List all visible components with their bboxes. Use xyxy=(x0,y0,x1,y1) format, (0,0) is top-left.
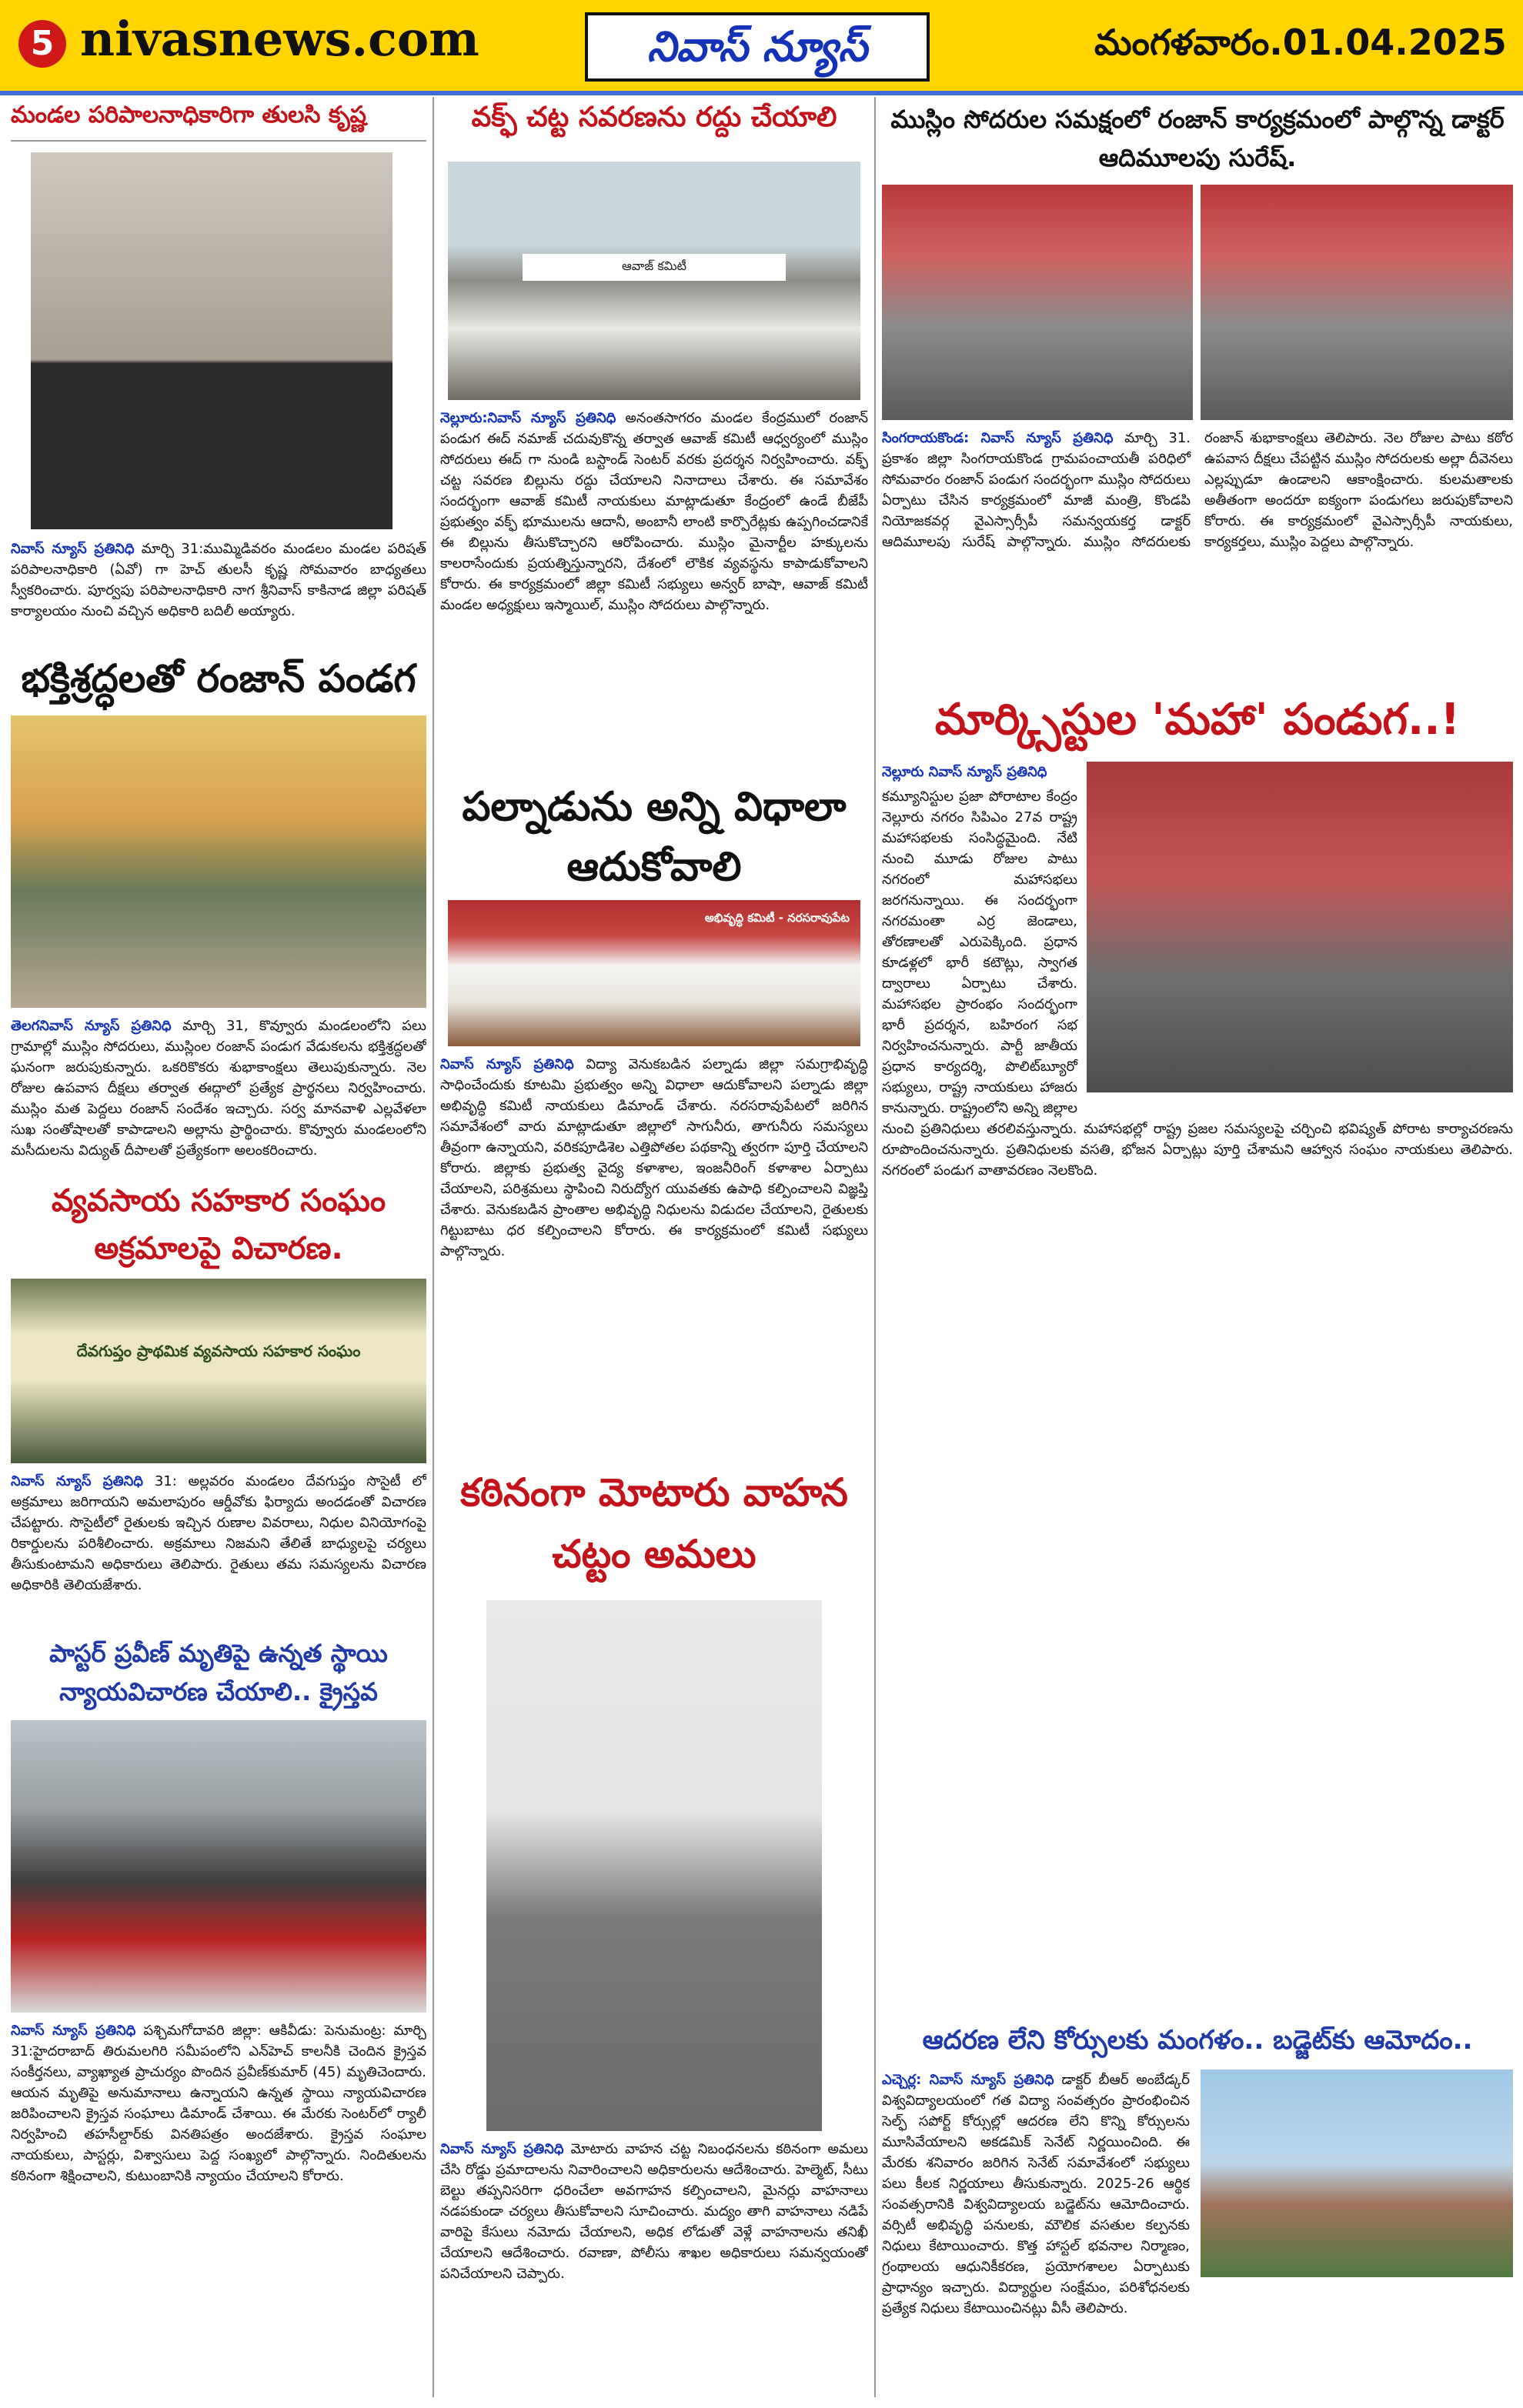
article-body: మార్చి 31, కొవ్వూరు మండలంలోని పలు గ్రామాల్లో ముస్లిం సోదరులు, ముస్లింల రంజాన్ పండుగ వేడుకలను భక్తిశ్రద్ధలతో ఘనంగా జరుపుకున్నారు. ఒకరికొకరు శుభాకాంక్షలు తెలుపుకున్నారు. నెల రోజుల ఉపవాస దీక్షలు తర్వాత ఈద్గాలో ప్రత్యేక ప్రార్థనలు నిర్వహించారు. ముస్లిం మత పెద్దలు రంజాన్ సందేశం ఇచ్చారు. సర్వ మానవాళి ఎల్లవేళలా సుఖ సంతోషాలతో కాపాడాలని అల్లాను ప్రార్థించారు. కొవ్వూరు మండలంలోని మసీదులను విద్యుత్ దీపాలతో ప్రత్యేకంగా అలంకరించారు. xyxy=(11,1018,426,1159)
headline-marxist: మార్క్సిస్టుల 'మహా' పండుగ..! xyxy=(934,695,1461,745)
photo-tulasi-krishna xyxy=(31,152,392,529)
photo-palnadu-meeting xyxy=(448,900,860,1046)
article-bhakti xyxy=(11,1016,426,1166)
banner-text: అభివృద్ధి కమిటీ - నరసరావుపేట xyxy=(704,911,850,925)
issue-date: మంగళవారం.01.04.2025 xyxy=(1094,22,1507,63)
article-body: అనంతసాగరం మండల కేంద్రములో రంజాన్ పండుగ ఈద్ నమాజ్ చదువుకొన్న తర్వాత ఆవాజ్ కమిటీ ఆధ్వర్యంలో ముస్లిం సోదరులు ఈద్ గా నుండి బస్టాండ్ సెంటర్ వరకు ప్రదర్శన నిర్వహించారు. వక్ఫ్ చట్ట సవరణ బిల్లును రద్దు చేయాలని నినాదాలు చేశారు. ఈ సమావేశం సందర్భంగా ఆవాజ్ కమిటీ నాయకులు మాట్లాడుతూ కేంద్రంలో ఉండే బీజేపీ ప్రభుత్వం వక్ఫ్ భూములను ఆదానీ, అంబానీ లాంటి కార్పొరేట్లకు ఉప్పగించడానికే ఈ బిల్లును తీసుకొచ్చారని ఆరోపించారు. ముస్లిం మైనార్టీల హక్కులను కాలరాసేందుకు ప్రయత్నిస్తున్నారని, దేశంలో లౌకిక వ్యవస్థను కాపాడుకోవాలని కోరారు. ఈ కార్యక్రమంలో జిల్లా కమిటీ సభ్యులు అన్వర్ బాషా, ఆవాజ్ కమిటీ మండల అధ్యక్షులు ఇస్మాయిల్, ముస్లిం సోదరులు పాల్గొన్నారు. xyxy=(440,410,868,613)
headline-palnadu: పల్నాడును అన్ని విధాలా ఆదుకోవాలి xyxy=(462,784,847,890)
dateline: తెలగనివాస్ న్యూస్ ప్రతినిధి xyxy=(11,1018,172,1034)
photo-university-gate xyxy=(1201,2069,1513,2277)
headline-waqf: వక్ఫ్ చట్ట సవరణను రద్దు చేయాలి xyxy=(471,102,837,133)
article-tulasi xyxy=(11,539,426,646)
dateline: నివాస్ న్యూస్ ప్రతినిధి xyxy=(11,2023,136,2039)
photo-official-woman xyxy=(486,1600,822,2131)
site-name[interactable]: nivasnews.com xyxy=(80,11,479,67)
photo-society-board xyxy=(11,1279,426,1463)
banner-text: ఆవాజ్ కమిటీ xyxy=(523,254,786,281)
dateline: నివాస్ న్యూస్ ప్రతినిధి xyxy=(11,1473,144,1489)
dateline: నెల్లూరు:నివాస్ న్యూస్ ప్రతినిధి xyxy=(440,410,616,426)
article-body: కమ్యూనిస్టుల ప్రజా పోరాటాల కేంద్రం నెల్లూరు నగరం సిపిఎం 27వ రాష్ట్ర మహాసభలకు సంసిద్ధమైంది. నేటి నుంచి మూడు రోజుల పాటు నగరంలో మహాసభలు జరగనున్నాయి. ఈ సందర్భంగా నగరమంతా ఎర్ర జెండాలు, తోరణాలతో ఎరుపెక్కింది. ప్రధాన కూడళ్లలో భారీ కటౌట్లు, స్వాగత ద్వారాలు ఏర్పాటు చేశారు. మహాసభల ప్రారంభం సందర్భంగా భారీ ప్రదర్శన, బహిరంగ సభ నిర్వహించనున్నారు. పార్టీ జాతీయ ప్రధాన కార్యదర్శి, పొలిట్‌బ్యూరో సభ్యులు, రాష్ట్ర నాయకులు హాజరు కానున్నారు. రాష్ట్రంలోని అన్ని జిల్లాల నుంచి ప్రతినిధులు తరలివస్తున్నారు. మహాసభల్లో రాష్ట్ర ప్రజల సమస్యలపై చర్చించి భవిష్యత్ పోరాట కార్యాచరణను రూపొందించనున్నారు. ప్రతినిధులకు వసతి, భోజన ఏర్పాట్లు పూర్తి చేశామని ఆహ్వాన సంఘం నాయకులు తెలిపారు. నగరంలో పండుగ వాతావరణం నెలకొంది. xyxy=(882,789,1513,1179)
headline-vyavasaya: వ్యవసాయ సహకార సంఘం అక్రమాలపై విచారణ. xyxy=(51,1183,386,1266)
column-divider xyxy=(874,97,876,2397)
photo-suresh-group xyxy=(882,185,1193,420)
dateline: ఎచ్చెర్ల: నివాస్ న్యూస్ ప్రతినిధి xyxy=(882,2072,1054,2088)
rule xyxy=(11,140,426,142)
dateline: సింగరాయకొండ: నివాస్ న్యూస్ ప్రతినిధి xyxy=(882,430,1114,446)
article-ramzan-suresh xyxy=(882,428,1513,682)
article-budget xyxy=(882,2069,1190,2397)
article-body: మార్చి 31:ముమ్మిడివరం మండలం మండల పరిషత్ పరిపాలనాధికారి (ఏవో) గా హెచ్ తులసీ కృష్ణ సోమవారం బాధ్యతలు స్వీకరించారు. పూర్వపు పరిపాలనాధికారి నాగ శ్రీనివాస్ కాకినాడ జిల్లా పరిషత్ కార్యాలయం నుంచి వచ్చిన అధికారి బదిలీ అయ్యారు. xyxy=(11,541,426,619)
article-body: మార్చి 31. ప్రకాశం జిల్లా సింగరాయకొండ గ్రామపంచాయతీ పరిధిలో సోమవారం రంజాన్ పండుగ సందర్భంగా ముస్లిం సోదరులు ఏర్పాటు చేసిన కార్యక్రమంలో మాజీ మంత్రి, కొండపి నియోజకవర్గ వైఎస్సార్సీపీ సమన్వయకర్త డాక్టర్ ఆదిమూలపు సురేష్ పాల్గొన్నారు. ముస్లిం సోదరులకు రంజాన్ శుభాకాంక్షలు తెలిపారు. నెల రోజుల పాటు కఠోర ఉపవాస దీక్షలు చేపట్టిన ముస్లిం సోదరులకు అల్లా దీవెనలు ఎల్లప్పుడూ ఉండాలని ఆకాంక్షించారు. కులమతాలకు అతీతంగా అందరూ ఐక్యంగా పండుగలు జరుపుకోవాలని కోరారు. ఈ కార్యక్రమంలో వైఎస్సార్సీపీ నాయకులు, కార్యకర్తలు, ముస్లిం పెద్దలు పాల్గొన్నారు. xyxy=(882,430,1513,550)
photo-suresh-procession xyxy=(1201,185,1513,420)
headline-budget: ఆదరణ లేని కోర్సులకు మంగళం.. బడ్జెట్‌కు ఆమోదం.. xyxy=(922,2025,1473,2056)
headline-ramzan-suresh: ముస్లిం సోదరుల సమక్షంలో రంజాన్ కార్యక్రమంలో పాల్గొన్న డాక్టర్ ఆదిమూలపు సురేష్. xyxy=(890,105,1505,172)
photo-waqf-rally xyxy=(448,162,860,400)
article-palnadu xyxy=(440,1054,868,1454)
dateline: నివాస్ న్యూస్ ప్రతినిధి xyxy=(440,1056,574,1072)
dateline: నివాస్ న్యూస్ ప్రతినిధి xyxy=(11,541,135,557)
masthead: నివాస్ న్యూస్ xyxy=(585,12,930,82)
dateline: నెల్లూరు నివాస్ న్యూస్ ప్రతినిధి xyxy=(882,764,1047,780)
article-pastor xyxy=(11,2020,426,2397)
headline-bhakti: భక్తిశ్రద్ధలతో రంజాన్ పండగ xyxy=(21,656,416,701)
article-body: పశ్చిమగోదావరి జిల్లా: ఆకివీడు: పెనుమంట్ర: మార్చి 31:హైదరాబాద్ తిరుమలగిరి సమీపంలోని ఎన్‌హెచ్ కాలనీకి చెందిన క్రైస్తవ సంకీర్తనలు, వ్యాఖ్యాత ప్రాచుర్యం పొందిన ప్రవీణ్‌కుమార్ (45) మృతిచెందారు. ఆయన మృతిపై అనుమానాలు ఉన్నాయని ఉన్నత స్థాయి న్యాయవిచారణ జరిపించాలని క్రైస్తవ సంఘాలు డిమాండ్ చేశాయి. ఈ మేరకు సెంటర్‌లో ర్యాలీ నిర్వహించి తహసీల్దార్‌కు వినతిపత్రం అందజేశారు. క్రైస్తవ సంఘాల నాయకులు, పాస్టర్లు, విశ్వాసులు పెద్ద సంఖ్యలో పాల్గొన్నారు. నిందితులను కఠినంగా శిక్షించాలని, కుటుంబానికి న్యాయం చేయాలని కోరారు. xyxy=(11,2023,426,2184)
column-divider xyxy=(433,97,434,2397)
article-body: డాక్టర్ బీఆర్ అంబేడ్కర్ విశ్వవిద్యాలయంలో గత విద్యా సంవత్సరం ప్రారంభించిన సెల్ఫ్ సపోర్ట్ కోర్సుల్లో ఆదరణ లేని కొన్ని కోర్సులను మూసివేయాలని అకడమిక్ సెనేట్ నిర్ణయించింది. ఈ మేరకు శనివారం జరిగిన సెనేట్ సమావేశంలో సభ్యులు పలు కీలక నిర్ణయాలు తీసుకున్నారు. 2025-26 ఆర్థిక సంవత్సరానికి విశ్వవిద్యాలయ బడ్జెట్‌ను ఆమోదించారు. వర్సిటీ అభివృద్ధి పనులకు, మౌలిక వసతుల కల్పనకు నిధులు కేటాయించారు. కొత్త హాస్టల్ భవనాల నిర్మాణం, గ్రంథాలయ ఆధునికీకరణ, ప్రయోగశాలల ఏర్పాటుకు ప్రాధాన్యం ఇచ్చారు. విద్యార్థుల సంక్షేమం, పరిశోధనలకు ప్రత్యేక నిధులు కేటాయించినట్లు వీసీ తెలిపారు. xyxy=(882,2072,1190,2316)
article-marxist xyxy=(882,786,1513,2009)
article-body: విద్యా వెనుకబడిన పల్నాడు జిల్లా సమగ్రాభివృద్ధి సాధించేందుకు కూటమి ప్రభుత్వం అన్ని విధాలా ఆదుకోవాలని పల్నాడు జిల్లా అభివృద్ధి కమిటీ నాయకులు డిమాండ్ చేశారు. నరసరావుపేటలో జరిగిన సమావేశంలో వారు మాట్లాడుతూ జిల్లాలో సాగునీరు, తాగునీరు సమస్యలు తీవ్రంగా ఉన్నాయని, వరికపూడిశెల ఎత్తిపోతల పథకాన్ని త్వరగా పూర్తి చేయాలని కోరారు. జిల్లాకు ప్రభుత్వ వైద్య కళాశాల, ఇంజనీరింగ్ కళాశాల ఏర్పాటు చేయాలని, పరిశ్రమలు స్థాపించి నిరుద్యోగ యువతకు ఉపాధి కల్పించాలని విజ్ఞప్తి చేశారు. వెనుకబడిన ప్రాంతాల అభివృద్ధి నిధులను విడుదల చేయాలని, రైతులకు గిట్టుబాటు ధర కల్పించాలని కోరారు. ఈ కార్యక్రమంలో కమిటీ సభ్యులు పాల్గొన్నారు. xyxy=(440,1056,868,1259)
headline-pastor: పాస్టర్ ప్రవీణ్ మృతిపై ఉన్నత స్థాయి న్యాయవిచారణ చేయాలి.. క్రైస్తవ xyxy=(49,1639,388,1706)
article-vyavasaya xyxy=(11,1471,426,1625)
article-motor xyxy=(440,2139,868,2397)
photo-ramzan-prayers xyxy=(11,715,426,1008)
article-body: 31: అల్లవరం మండలం దేవగుప్తం సొసైటీ లో అక్రమాలు జరిగాయని అమలాపురం ఆర్డీవోకు ఫిర్యాదు అందడంతో విచారణ చేపట్టారు. సొసైటీలో రైతులకు ఇచ్చిన రుణాల వివరాలు, నిధుల వినియోగంపై రికార్డులను పరిశీలించారు. అక్రమాలు నిజమని తేలితే బాధ్యులపై చర్యలు తీసుకుంటామని అధికారులు తెలిపారు. రైతులు తమ సమస్యలను విచారణ అధికారికి తెలియజేశారు. xyxy=(11,1473,426,1593)
article-waqf xyxy=(440,408,868,769)
dateline: నివాస్ న్యూస్ ప్రతినిధి xyxy=(440,2141,564,2157)
photo-spacer xyxy=(1077,786,1513,1102)
photo-christian-protest xyxy=(11,1720,426,2013)
headline-tulasi: మండల పరిపాలనాధికారిగా తులసి కృష్ణ xyxy=(11,102,366,128)
headline-motor: కఠినంగా మోటారు వాహన చట్టం అమలు xyxy=(460,1470,848,1576)
article-body: మోటారు వాహన చట్ట నిబంధనలను కఠినంగా అమలు చేసి రోడ్డు ప్రమాదాలను నివారించాలని అధికారులను ఆదేశించారు. హెల్మెట్, సీటు బెల్టు తప్పనిసరిగా ధరించేలా అవగాహన కల్పించాలని, మైనర్లు వాహనాలు నడపకుండా చర్యలు తీసుకోవాలని సూచించారు. మద్యం తాగి వాహనాలు నడిపే వారిపై కేసులు నమోదు చేయాలని, అధిక లోడుతో వెళ్లే వాహనాలను తనిఖీ చేయాలని ఆదేశించారు. రవాణా, పోలీసు శాఖల అధికారులు సమన్వయంతో పనిచేయాలని చెప్పారు. xyxy=(440,2141,868,2282)
sign-board-text: దేవగుప్తం ప్రాథమిక వ్యవసాయ సహకార సంఘం xyxy=(76,1342,361,1360)
page-number: 5 xyxy=(18,20,66,68)
